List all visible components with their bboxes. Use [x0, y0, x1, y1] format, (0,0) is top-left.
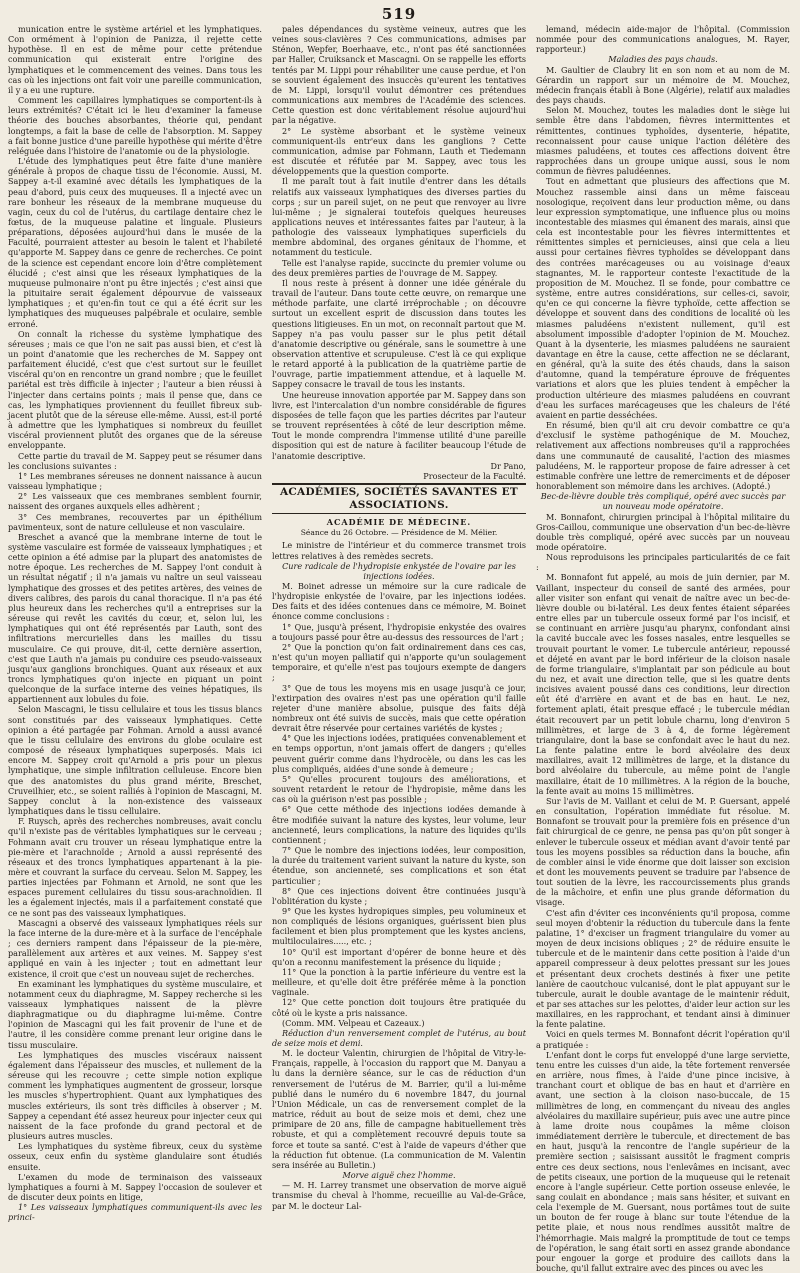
paragraph: Les lymphatiques des muscles viscéraux naissent également dans l'épaisseur des muscles, et nullement de la séreuse qui les recouvre ; cette simple notion explique comment les lymphatiques augmentent de grosseur, lorsque les muscles s'hypertrophient. Quant aux lymphatiques des muscles extérieurs, ils sont très difficiles à observer ; M. Sappey a cependant été assez heureux pour injecter ceux qui naissent de la face profonde du grand pectoral et de plusieurs autres muscles. [8, 1049, 262, 1142]
paragraph: 3° Que de tous les moyens mis en usage jusqu'à ce jour, l'extirpation des ovaires n'est pas une opération qu'il faille rejeter d'une manière absolue, puisque des faits déjà nombreux ont été suivis de succès, mais que cette opération devrait être réservée pour certaines variétés de kystes ; [272, 682, 526, 734]
article-subheading: Cure radicale de l'hydropisie enkystée de l'ovaire par les injections iodées. [282, 560, 516, 581]
paragraph: Breschet a avancé que la membrane interne de tout le système vasculaire est formée de vaisseaux lymphatiques ; et cette opinion a été admise par la plupart des anatomistes de notre époque. Les recherches de M. Sappey l'ont conduit à un résultat négatif ; il n'a jamais vu naître un seul vaisseau lymphatique des grosses et des petites artères, des veines de divers calibres, des parois du canal thoracique. Il n'a pas été plus heureux dans les recherches qu'il a entreprises sur la séreuse qui revêt les cavités du cœur, et, selon lui, les lymphatiques qui ont été représentés par Lauth, sont des infiltrations mercurielles dans les mailles du tissu musculaire. Ce qui prouve, dit-il, cette dernière assertion, c'est que Lauth n'a jamais pu conduire ces pseudo-vaisseaux jusqu'aux ganglions bronchiques. Quant aux réseaux et aux troncs lymphatiques qu'on injecte en piquant un point quelconque de la surface interne des veines hépatiques, ils appartiennent aux lobules du foie. [8, 531, 262, 705]
paragraph: Il me paraît tout à fait inutile d'entrer dans les détails relatifs aux vaisseaux lymphatiques des diverses parties du corps ; sur un pareil sujet, on ne peut que renvoyer au livre lui-même ; je signalerai toutefois quelques heureuses applications neuves et intéressantes faites par l'auteur, à la pathologie des vaisseaux lymphatiques superficiels du membre abdominal, des organes génitaux de l'homme, et notamment du testicule. [272, 176, 526, 258]
paragraph: En examinant les lymphatiques du système musculaire, et notamment ceux du diaphragme, M. Sappey recherche si les vaisseaux lymphatiques naissent de la plèvre diaphragmatique ou du diaphragme lui-même. Contre l'opinion de Mascagni qui les fait provenir de l'une et de l'autre, il les considère comme prenant leur origine dans le tissu musculaire. [8, 978, 262, 1050]
paragraph: 7° Que le nombre des injections iodées, leur composition, la durée du traitement varient suivant la nature du kyste, son étendue, son ancienneté, ses complications et son état particulier ; [272, 845, 526, 886]
columns-container [8, 24, 790, 1273]
paragraph: Le ministre de l'intérieur et du commerce transmet trois lettres relatives à des remèdes secrets. [272, 540, 526, 561]
signature-line: Prosecteur de la Faculté. [423, 470, 526, 481]
paragraph: 2° Les vaisseaux que ces membranes semblent fournir, naissent des organes auxquels elles adhèrent ; [8, 491, 262, 512]
paragraph: — M. H. Larrey transmet une observation de morve aiguë transmise du cheval à l'homme, recueillie au Val-de-Grâce, par M. le docteur Lal- [272, 1180, 526, 1211]
paragraph: (Comm. MM. Velpeau et Cazeaux.) [282, 1017, 425, 1028]
paragraph: munication entre le système artériel et les lymphatiques. Con ormément à l'opinion de Panizza, il rejette cette hypothèse. Il en est de même pour cette prétendue communication qui existerait entre l'origine des lymphatiques et le commencement des veines. Dans tous les cas où les injections ont fait voir une pareille communication, il y a eu une rupture. [8, 24, 262, 95]
article-subheading: Maladies des pays chauds. [608, 54, 718, 65]
paragraph: M. Bonnafont fut appelé, au mois de juin dernier, par M. Vaillant, inspecteur du conseil de santé des armées, pour aller visiter son enfant qui venait de naître avec un bec-de-lièvre double ou bi-latéral. Les deux fentes étaient séparées entre elles par un tubercule osseux formé par l'os incisif, et se continuant en arrière jusqu'au pharynx, confondant ainsi la cavité buccale avec les fosses nasales, entre lesquelles se trouvait pourtant le vomer. Le tubercule antérieur, repoussé et déjeté en avant par le bord inférieur de la cloison nasale de forme triangulaire, s'implantait par son pédicule au bout du nez, et avait une direction telle, que si les quatre dents incisives avaient poussé dans ces conditions, leur direction eût été d'arrière en avant et de bas en haut. Le nez, fortement aplati, était presque effacé ; le tubercule médian était recouvert par un petit lobule charnu, long d'environ 5 millimètres, et large de 3 à 4, de forme légèrement triangulaire, dont la base se confondait avec le haut du nez. La fente palatine entre le bord alvéolaire des deux maxillaires, avait 12 millimètres de large, et la distance du bord alvéolaire du tubercule, au même point de l'angle maxillaire, était de 10 millimètres. A la région de la bouche, la fente avait au moins 15 millimètres. [536, 572, 790, 796]
paragraph: 6° Que cette méthode des injections iodées demande à être modifiée suivant la nature des kystes, leur volume, leur ancienneté, leurs complications, la nature des liquides qu'ils contiennent ; [272, 804, 526, 845]
paragraph: M. Boinet adresse un mémoire sur la cure radicale de l'hydropisie enkystée de l'ovaire, par les injections iodées. Des faits et des idées contenues dans ce mémoire, M. Boinet énonce comme conclusions : [272, 580, 526, 622]
session-line: Séance du 26 Octobre. — Présidence de M. Mélier. [300, 528, 498, 538]
paragraph: L'examen du mode de terminaison des vaisseaux lymphatiques a fourni à M. Sappey l'occasion de soulever et de discuter deux points en litige, [8, 1171, 262, 1202]
paragraph: lemand, médecin aide-major de l'hôpital. (Commission nommée pour des communications analogues, M. Rayer, rapporteur.) [536, 24, 790, 55]
article-subheading: Bec-de-lièvre double très compliqué, opéré avec succès par un nouveau mode opératoire. [540, 491, 786, 512]
paragraph: On connaît la richesse du système lymphatique des séreuses ; mais ce que l'on ne sait pas aussi bien, et c'est là un point d'anatomie que les recherches de M. Sappey ont parfaitement élucidé, c'est que c'est surtout sur le feuillet viscéral qu'on en rencontre un grand nombre ; que le feuillet pariétal est très difficile à injecter ; l'auteur a bien réussi à l'injecter dans certains points ; mais il pense que, dans ce cas, les lymphatiques proviennent du feuillet fibreux sub-jacent plutôt que de la séreuse elle-même. Aussi, est-il porté à admettre que les lymphatiques si nombreux du feuillet viscéral proviennent plutôt des organes que de la séreuse enveloppante. [8, 328, 262, 451]
paragraph: Une heureuse innovation apportée par M. Sappey dans son livre, est l'intercalation d'un nombre considérable de figures disposées de telle façon que les parties décrites par l'auteur se trouvent représentées à côté de leur description même. Tout le monde comprendra l'immense utilité d'une pareille disposition qui est de nature à faciliter beaucoup l'étude de l'anatomie descriptive. [272, 389, 526, 461]
paragraph: Selon Mascagni, le tissu cellulaire et tous les tissus blancs sont constitués par des vaisseaux lymphatiques. Cette opinion a été partagée par Fohman. Arnold a aussi avancé que le tissu cellulaire des environs du globe oculaire est composé de réseaux lymphatiques superposés. Mais ici encore M. Sappey croit qu'Arnold a pris pour un plexus lymphatique, une simple infiltration celluleuse. Encore bien que des anatomistes du plus grand mérite, Breschet, Cruveilhier, etc., se soient ralliés à l'opinion de Mascagni, M. Sappey conclut à la non-existence des vaisseaux lymphatiques dans le tissu cellulaire. [8, 704, 262, 817]
paragraph: Mascagni a observé des vaisseaux lymphatiques réels sur la face interne de la dure-mère et à la surface de l'encéphale ; ces derniers rampent dans l'épaisseur de la pie-mère, parallèlement aux artères et aux veines. M. Sappey s'est appliqué en vain à les injecter ; tout en admettant leur existence, il croit que c'est un nouveau sujet de recherches. [8, 917, 262, 979]
column-middle [272, 24, 526, 1211]
paragraph: 1° Les vaisseaux lymphatiques communiquent-ils avec les princi- [8, 1202, 262, 1223]
paragraph: 11° Que la ponction à la partie inférieure du ventre est la meilleure, et qu'elle doit être préférée même à la ponction vaginale. [272, 966, 526, 998]
paragraph: 2° Le système absorbant et le système veineux communiquent-ils entr'eux dans les ganglions ? Cette communication, admise par Fohmann, Lauth et Tiedemann est discutée et réfutée par M. Sappey, avec tous les développements que la question comporte. [272, 125, 526, 177]
paragraph: 1° Les membranes séreuses ne donnent naissance à aucun vaisseau lymphatique ; [8, 470, 262, 492]
paragraph: 10° Qu'il est important d'opérer de bonne heure et dès qu'on a reconnu manifestement la présence du liquide ; [272, 946, 526, 967]
paragraph: En résumé, bien qu'il ait cru devoir combattre ce qu'a d'exclusif le système pathogénique de M. Mouchez, relativement aux affections nombreuses qu'il a rapprochées dans une communauté de causalité, l'action des miasmes paludéens, M. le rapporteur propose de faire adresser à cet estimable confrère une lettre de remerciments et de déposer honorablement son mémoire dans les archives. (Adopté.) [536, 420, 790, 492]
paragraph: Voici en quels termes M. Bonnafont décrit l'opération qu'il a pratiquée : [536, 1029, 790, 1050]
paragraph: Cette partie du travail de M. Sappey peut se résumer dans les conclusions suivantes : [8, 450, 262, 471]
paragraph: L'étude des lymphatiques peut être faite d'une manière générale à propos de chaque tissu de l'économie. Aussi, M. Sappey a-t-il examiné avec détails les lymphatiques de la peau d'abord, puis ceux des muqueuses. Il a injecté avec un rare bonheur les réseaux de la membrane muqueuse du vagin, ceux du col de l'utérus, du cartilage dentaire chez le fœtus, de la muqueuse palatine et linguale. Plusieurs préparations, déposées aujourd'hui dans le musée de la Faculté, pourraient attester au besoin le talent et l'habileté qu'apporte M. Sappey dans ce genre de recherches. Ce point de la science est cependant encore loin d'être complètement élucidé ; c'est ainsi que les réseaux lymphatiques de la muqueuse pulmonaire n'ont pu être injectés ; c'est ainsi que la pituitaire serait également dépourvue de vaisseaux lymphatiques ; et qu'en-fin tout ce qui a été écrit sur les lymphatiques des muqueuses palpébrale et oculaire, semble erroné. [8, 156, 262, 329]
paragraph: Sur l'avis de M. Vaillant et celui de M. P. Guersant, appelé en consultation, l'opération immédiate fut résolue. M. Bonnafont se trouvait pour la première fois en présence d'un fait chirurgical de ce genre, ne pensa pas qu'on pût songer à enlever le tubercule osseux et médian avant d'avoir tenté par tous les moyens possibles sa réduction dans la bouche, afin de combler ainsi le vide énorme que doit laisser son excision et dont les mouvements peuvent se traduire par l'absence de tout soutien de la lèvre, les raccourcissements plus grands de la mâchoire, et enfin une plus grande déformation du visage. [536, 795, 790, 908]
paragraph: 8° Que ces injections doivent être continuées jusqu'à l'oblitération du kyste ; [272, 885, 526, 906]
article-subheading: Morve aiguë chez l'homme. [342, 1170, 456, 1181]
paragraph: Nous reproduisons les principales particularités de ce fait : [536, 552, 790, 573]
paragraph: Telle est l'analyse rapide, succincte du premier volume ou des deux premières parties de l'ouvrage de M. Sappey. [272, 257, 526, 278]
paragraph: M. Gaultier de Claubry lit en son nom et au nom de M. Gérardin un rapport sur un mémoire de M. Mouchez, médecin français établi à Bone (Algérie), relatif aux maladies des pays chauds. [536, 64, 790, 106]
paragraph: 5° Qu'elles procurent toujours des améliorations, et souvent retardent le retour de l'hydropisie, même dans les cas où la guérison n'est pas possible ; [272, 773, 526, 805]
paragraph: 2° Que la ponction qu'on fait ordinairement dans ces cas, n'est qu'un moyen palliatif qui n'apporte qu'un soulagement temporaire, et qu'elle n'est pas toujours exempte de dangers ; [272, 641, 526, 683]
paragraph: M. Bonnafont, chirurgien principal à l'hôpital militaire du Gros-Caillou, communique une observation d'un bec-de-lièvre double très compliqué, opéré avec succès par un nouveau mode opératoire. [536, 511, 790, 552]
paragraph: C'est afin d'éviter ces inconvénients qu'il proposa, comme seul moyen d'obtenir la réduction du tubercule dans la fente palatine, 1° d'exciser un fragment triangulaire du vomer au moyen de deux incisions obliques ; 2° de réduire ensuite le tubercule et de le maintenir dans cette position à l'aide d'un appareil compresseur à deux pelottes pressant sur les joues et présentant deux crochets destinés à fixer une petite lanière de caoutchouc vulcanisé, dont le plat appuyant sur le tubercule, aurait le double avantage de le maintenir réduit, et par ses attaches sur les pelottes, d'aider leur action sur les maxillaires, en les rapprochant, et tendant ainsi à diminuer la fente palatine. [536, 907, 790, 1030]
paragraph: Comment les capillaires lymphatiques se comportent-ils à leurs extrémités? C'était ici le lieu d'examiner la fameuse théorie des bouches absorbantes, théorie qui, pendant longtemps, a fait la base de celle de l'absorption. M. Sappey a fait bonne justice d'une pareille hypothèse qui mérite d'être reléguée dans l'histoire de l'anatomie ou de la physiologie. [8, 95, 262, 156]
paragraph: L'enfant dont le corps fut enveloppé d'une large serviette, tenu entre les cuisses d'un aide, la tête fortement renversée en arrière, nous fîmes, à l'aide d'une pince incisive, à tranchant court et oblique de bas en haut et d'arrière en avant, une section à la cloison naso-buccale, de 15 millimètres de long, en commençant du niveau des angles alvéolaires du maxillaire supérieur, puis avec une autre pince à lame droite nous coupâmes la même cloison immédiatement derrière le tubercule, et directement de bas en haut, jusqu'à la rencontre de l'angle supérieur de la première section ; saisissant aussitôt le fragment compris entre ces deux sections, nous l'enlevâmes en incisant, avec de petits ciseaux, une portion de la muqueuse qui le retenait encore à l'angle supérieur. Cette portion osseuse enlevée, le sang coulait en abondance ; mais sans hésiter, et suivant en cela l'exemple de M. Guersant, nous portâmes tout de suite un bouton de fer rouge à blanc sur toute l'étendue de la petite plaie, et nous nous rendîmes aussitôt maître de l'hémorrhagie. Mais malgré la promptitude de tout ce temps de l'opération, le sang était sorti en assez grande abondance pour engouer la gorge et produire des caillots dans la bouche, qu'il fallut extraire avec des pinces ou avec les [536, 1049, 790, 1273]
paragraph: 3° Ces membranes, recouvertes par un épithélium pavimenteux, sont de nature celluleuse et non vasculaire. [8, 511, 262, 532]
paragraph: 4° Que les injections iodées, pratiquées convenablement et en temps opportun, n'ont jamais offert de dangers ; qu'elles peuvent guérir comme dans l'hydrocèle, ou dans les cas les plus compliqués, aidées d'une sonde à demeure ; [272, 733, 526, 774]
page-number: 519 [381, 5, 417, 23]
column-left [8, 24, 262, 1223]
paragraph: Il nous reste à présent à donner une idée générale du travail de l'auteur. Dans toute cette œuvre, on remarque une méthode parfaite, une clarté irréprochable ; on découvre surtout un excellent esprit de discussion dans toutes les questions litigieuses. En un mot, on reconnaît partout que M. Sappey n'a pas voulu passer sur le plus petit détail d'anatomie descriptive ou générale, sans le soumettre à une observation attentive et scrupuleuse. C'est là ce qui explique le retard apporté à la publication de la quatrième partie de l'ouvrage, partie impatiemment attendue, et à laquelle M. Sappey consacre le travail de tous les instants. [272, 277, 526, 390]
paragraph: 1° Que, jusqu'à présent, l'hydropisie enkystée des ovaires a toujours passé pour être au-dessus des ressources de l'art ; [272, 621, 526, 642]
paragraph: pales dépendances du système veineux, autres que les veines sous-clavières ? Ces communications, admises par Sténon, Wepfer, Boerhaave, etc., n'ont pas été sanctionnées par Haller, Cruiksanck et Mascagni. On se rappelle les efforts tentés par M. Lippi pour réhabiliter une cause perdue, et l'on se souvient également des insuccès qu'eurent les tentatives de M. Lippi, lorsqu'il voulut démontrer ces prétendues communications aux membres de l'Académie des sciences. Cette question est donc véritablement résolue aujourd'hui par la négative. [272, 24, 526, 126]
section-heading: ACADÉMIES, SOCIÉTÉS SAVANTES ET ASSOCIATIONS. [272, 483, 526, 514]
paragraph: 12° Que cette ponction doit toujours être pratiquée du côté où le kyste a pris naissance. [272, 997, 526, 1018]
paragraph: 9° Que les kystes hydropiques simples, peu volumineux et non compliqués de lésions organiques, guérissent bien plus facilement et bien plus promptement que les kystes anciens, multiloculaires....., etc. ; [272, 905, 526, 947]
society-heading: ACADÉMIE DE MÉDECINE. [326, 517, 472, 528]
signature-line: Dr Pano, [490, 460, 526, 471]
paragraph: Selon M. Mouchez, toutes les maladies dont le siège lui semble être dans l'abdomen, fièvres intermittentes et rémittentes, continues typhoïdes, dysenterie, hépatite, reconnaissent pour cause unique l'action délétère des miasmes paludéens, et toutes ces affections doivent être rapprochées dans un groupe unique aussi, sous le nom commun de fièvres paludéennes. [536, 105, 790, 177]
column-right [536, 24, 790, 1273]
paragraph: Réduction d'un renversement complet de l'utérus, au bout de seize mois et demi. [272, 1027, 526, 1048]
paragraph: M. le docteur Valentin, chirurgien de l'hôpital de Vitry-le-Français, rappelle, à l'occasion du rapport que M. Danyau a lu dans la dernière séance, sur le cas de réduction d'un renversement de l'utérus de M. Barrier, qu'il a lui-même publié dans le numéro du 6 novembre 1847, du journal l'Union Médicale, un cas de renversement complet de la matrice, réduit au bout de seize mois et demi, chez une primipare de 20 ans, fille de campagne habituellement très robuste, et qui a complètement recouvré depuis toute sa force et toute sa santé. C'est à l'aide de vapeurs d'éther que la réduction fut obtenue. (La communication de M. Valentin sera insérée au Bulletin.) [272, 1048, 526, 1170]
paragraph: F. Ruysch, après des recherches nombreuses, avait conclu qu'il n'existe pas de véritables lymphatiques sur le cerveau ; Fohmann avait cru trouver un réseau lymphatique entre la pie-mère et l'arachnoïde ; Arnold a aussi représenté des réseaux et des troncs lymphatiques appartenant à la pie-mère et couvrant la surface du cerveau. Selon M. Sappey, les parties injectées par Fohmann et Arnold, ne sont que les espaces purement cellulaires du tissu sous-arachnoïdien. Il les a également injectés, mais il a parfaitement constaté que ce ne sont pas des vaisseaux lymphatiques. [8, 816, 262, 918]
paragraph: Les lymphatiques du système fibreux, ceux du système osseux, ceux enfin du système glandulaire sont étudiés ensuite. [8, 1141, 262, 1172]
paragraph: Tout en admettant que plusieurs des affections que M. Mouchez rassemble ainsi dans un même faisceau nosologique, reçoivent dans leur production même, ou dans leur expression symptomatique, une influence plus ou moins incontestable des miasmes qui émanent des marais, ainsi que cela est incontestable pour les fièvres intermittentes et rémittentes simples et pernicieuses, ainsi que cela a lieu aussi pour certaines fièvres typhoïdes se développant dans des contrées marécageuses ou au voisinage d'eaux stagnantes, M. le rapporteur conteste l'exactitude de la proposition de M. Mouchez. Il se fonde, pour combattre ce système, entre autres considérations, sur celles-ci, savoir, qu'en ce qui concerne la fièvre typhoïde, cette affection se développe et souvent dans des conditions de localité où les miasmes paludéens n'existent nullement, qu'il est absolument impossible d'adopter l'opinion de M. Mouchez. Quant à la dysenterie, les miasmes paludéens ne sauraient davantage en être la cause, cette affection ne se déclarant, en général, qu'à la suite des étés chauds, dans la saison d'automne, quand la température éprouve de fréquentes variations et alors que les pluies tendent à empêcher la production ultérieure des miasmes paludéens en couvrant d'eau les surfaces marécageuses que les chaleurs de l'été avaient en partie desséchées. [536, 176, 790, 420]
